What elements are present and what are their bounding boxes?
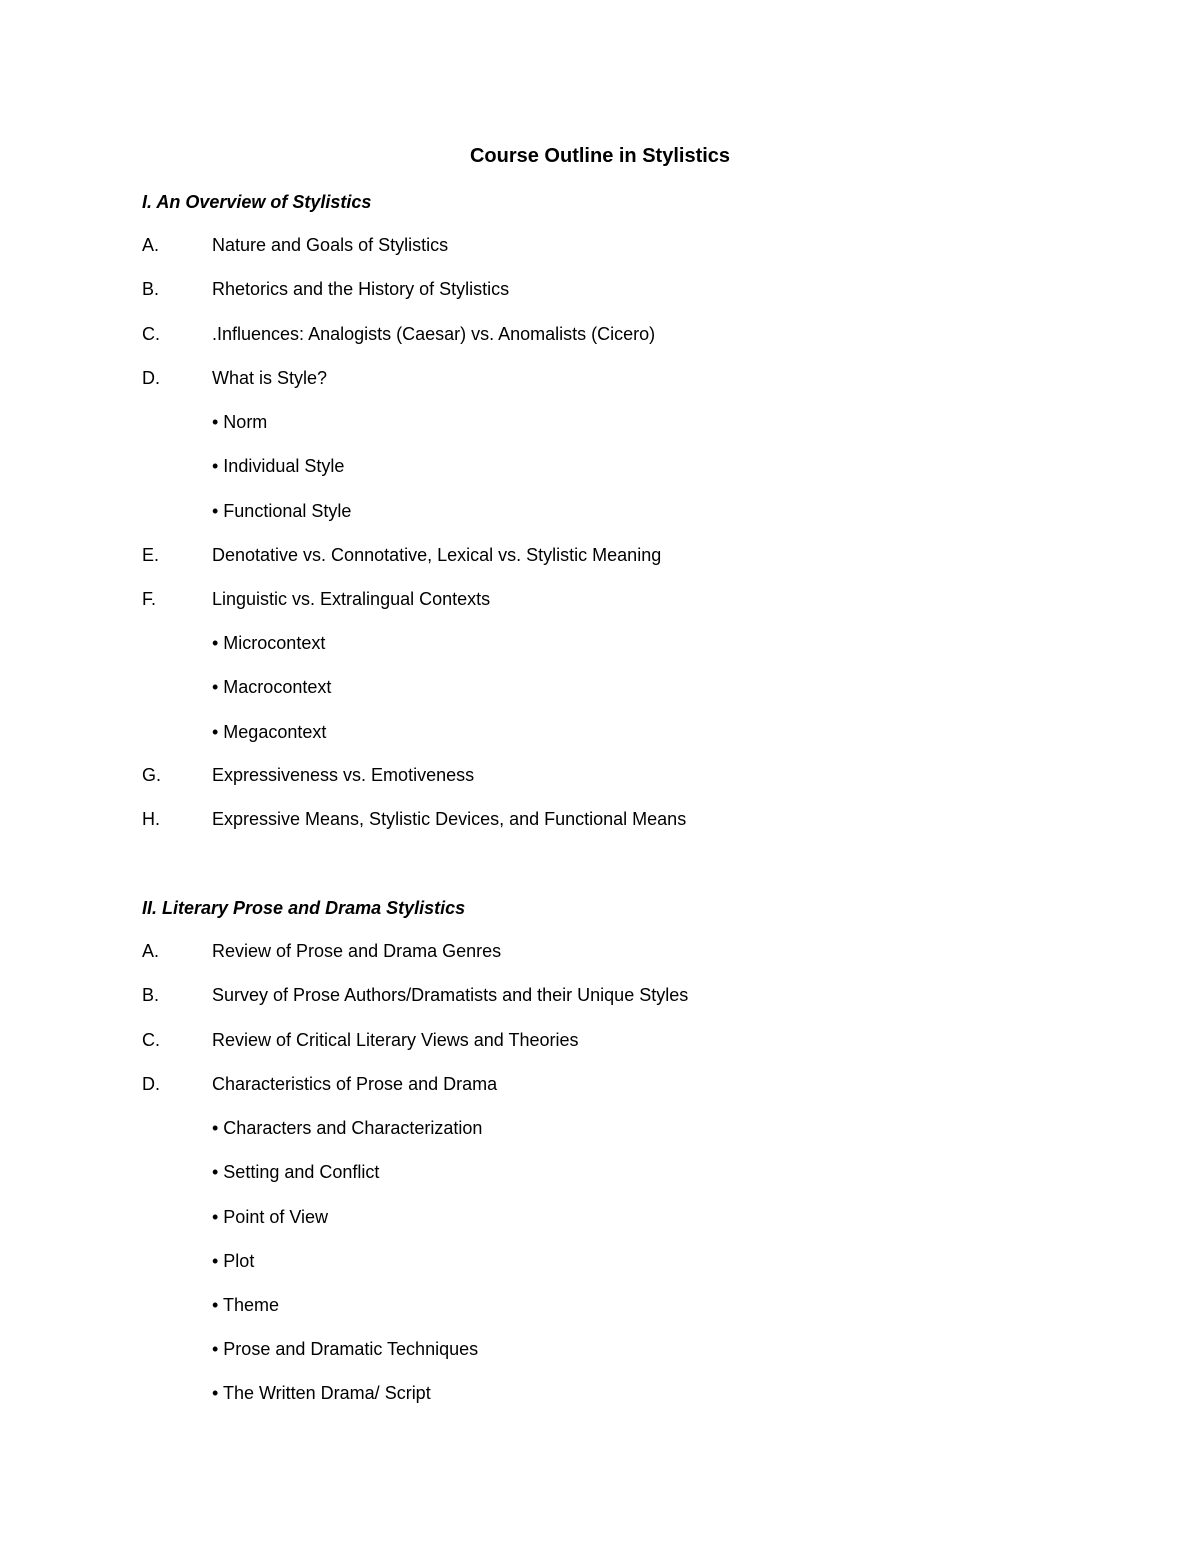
bullet-text: • Functional Style <box>212 501 352 521</box>
bullet-text: • Microcontext <box>212 633 326 653</box>
page-title: Course Outline in Stylistics <box>469 145 731 167</box>
item-letter: A. <box>142 235 160 255</box>
item-text: Review of Prose and Drama Genres <box>212 941 502 961</box>
bullet-text: • Plot <box>212 1251 255 1271</box>
item-letter: D. <box>142 1074 160 1094</box>
bullet-text: • Setting and Conflict <box>212 1162 380 1182</box>
item-text: Characteristics of Prose and Drama <box>212 1074 498 1094</box>
bullet-text: • Megacontext <box>212 722 327 742</box>
bullet-text: • Macrocontext <box>212 677 332 697</box>
item-text: Rhetorics and the History of Stylistics <box>212 279 510 299</box>
item-letter: C. <box>142 324 160 344</box>
bullet-text: • Individual Style <box>212 456 345 476</box>
section-heading: I. An Overview of Stylistics <box>142 192 372 212</box>
bullet-text: • Theme <box>212 1295 279 1315</box>
item-text: Review of Critical Literary Views and Theories <box>212 1030 579 1050</box>
item-letter: E. <box>142 545 160 565</box>
bullet-text: • Characters and Characterization <box>212 1118 483 1138</box>
item-text: Expressiveness vs. Emotiveness <box>212 765 475 785</box>
item-text: Linguistic vs. Extralingual Contexts <box>212 589 491 609</box>
bullet-text: • Norm <box>212 412 268 432</box>
bullet-text: • Prose and Dramatic Techniques <box>212 1339 479 1359</box>
item-letter: F. <box>142 589 157 609</box>
bullet-text: • The Written Drama/ Script <box>212 1383 431 1403</box>
item-text: .Influences: Analogists (Caesar) vs. Anomalists (Cicero) <box>212 324 656 344</box>
item-letter: C. <box>142 1030 160 1050</box>
item-text: Nature and Goals of Stylistics <box>212 235 449 255</box>
bullet-text: • Point of View <box>212 1207 329 1227</box>
item-letter: H. <box>142 809 160 829</box>
item-text: Expressive Means, Stylistic Devices, and Functional Means <box>212 809 687 829</box>
item-letter: A. <box>142 941 160 961</box>
item-letter: G. <box>142 765 162 785</box>
item-letter: B. <box>142 985 160 1005</box>
item-text: Denotative vs. Connotative, Lexical vs. Stylistic Meaning <box>212 545 662 565</box>
section-heading: II. Literary Prose and Drama Stylistics <box>142 898 466 918</box>
item-letter: D. <box>142 368 160 388</box>
item-text: What is Style? <box>212 368 328 388</box>
item-text: Survey of Prose Authors/Dramatists and their Unique Styles <box>212 985 689 1005</box>
item-letter: B. <box>142 279 160 299</box>
